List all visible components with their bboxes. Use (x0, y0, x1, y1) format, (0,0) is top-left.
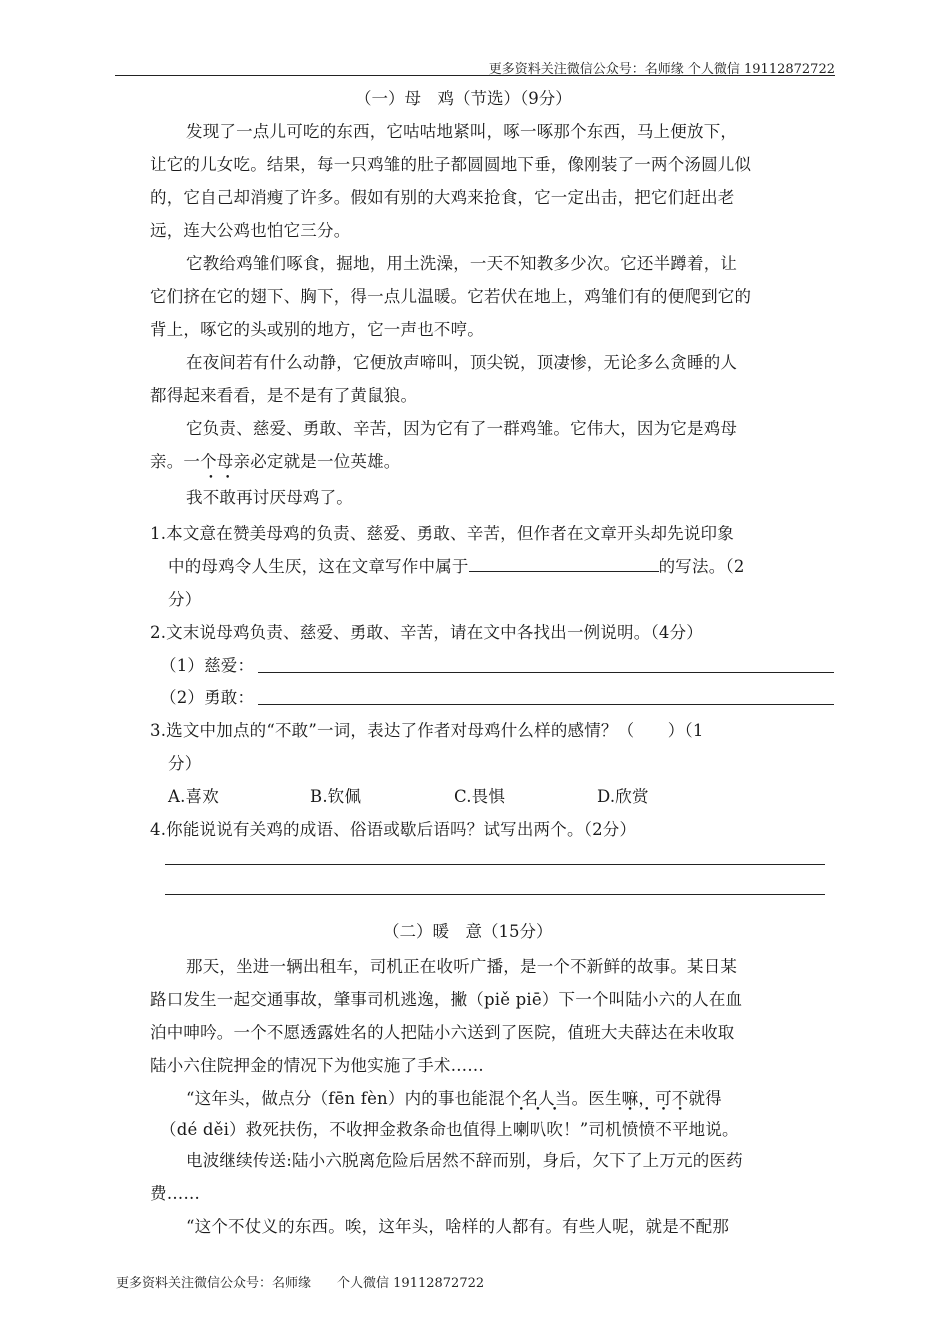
dotted-char: 敢 (219, 488, 237, 507)
s1-line: 的，它自己却消瘦了许多。假如有别的大鸡来抢食，它一定出击，把它们赶出老 (150, 188, 735, 207)
answer-line[interactable] (165, 894, 825, 895)
question-4: 4.你能说说有关鸡的成语、俗语或歇后语吗？试写出两个。（2分） (150, 820, 637, 839)
answer-label-1: （1）慈爱： (160, 656, 255, 675)
text-span: 中的母鸡令人生厌，这在文章写作中属于 (168, 557, 469, 576)
page-header: 更多资料关注微信公众号：名师缘 个人微信 19112872722 (488, 62, 835, 77)
question-3: 3.选文中加点的“不敢”一词，表达了作者对母鸡什么样的感情？（ ）（1 (150, 721, 704, 740)
s2-line: 那天，坐进一辆出租车，司机正在收听广播，是一个不新鲜的故事。某日某 (186, 957, 738, 976)
text-span: 的写法。（2 (658, 557, 745, 576)
text-span: ！”司机 (563, 1120, 622, 1139)
answer-line[interactable] (258, 704, 834, 705)
question-3-line2: 分） (168, 754, 202, 773)
dotted-char: 不 (655, 1120, 672, 1139)
s1-line: 远，连大公鸡也怕它三分。 (150, 221, 351, 240)
s2-line: “这个不仗义的东西。唉，这年头，啥样的人都有。有些人呢，就是不配那 (186, 1217, 730, 1236)
s1-line: 背上，啄它的头或别的地方，它一声也不哼。 (150, 320, 484, 339)
question-1: 1.本文意在赞美母鸡的负责、慈爱、勇敢、辛苦，但作者在文章开头却先说印象 (150, 524, 734, 543)
text-span: 地说。 (688, 1120, 739, 1139)
s1-line: 它们挤在它的翅下、胸下，得一点儿温暖。它若伏在地上，鸡雏们有的便爬到它的 (150, 287, 752, 306)
text-span: 再讨厌母鸡了。 (236, 488, 354, 507)
s1-line: 它负责、慈爱、勇敢、辛苦，因为它有了一群鸡雏。它伟大，因为它是鸡母 (186, 419, 738, 438)
footer-left: 更多资料关注微信公众号：名师缘 (116, 1276, 312, 1291)
option-b[interactable]: B.钦佩 (310, 787, 362, 806)
s2-dotted-line (160, 1120, 739, 1140)
text-span: 我 (186, 488, 203, 507)
dotted-char: 不 (202, 488, 220, 507)
header-rule (115, 75, 835, 76)
s1-line: 发现了一点儿可吃的东西，它咕咕地紧叫，啄一啄那个东西，马上便放下， (186, 122, 738, 141)
question-1-line2 (168, 557, 745, 577)
s2-line: 陆小六住院押金的情况下为他实施了手术…… (150, 1056, 484, 1075)
s2-line: 电波继续传送:陆小六脱离危险后居然不辞而别，身后，欠下了上万元的医药 (186, 1151, 743, 1170)
dotted-char: 叭 (529, 1120, 547, 1139)
s1-line: 让它的儿女吃。结果，每一只鸡雏的肚子都圆圆地下垂，像刚装了一两个汤圆儿似 (150, 155, 752, 174)
dotted-char: 愤 (621, 1120, 639, 1139)
s2-line: 费…… (150, 1184, 201, 1203)
section1-title: （一）母 鸡（节选）（9分） (355, 89, 572, 108)
option-c[interactable]: C.畏惧 (454, 787, 506, 806)
s1-line: 都得起来看看，是不是有了黄鼠狼。 (150, 386, 418, 405)
question-1-line3: 分） (168, 590, 202, 609)
answer-blank[interactable] (469, 557, 659, 572)
answer-line[interactable] (258, 672, 834, 673)
s2-line: 路口发生一起交通事故，肇事司机逃逸，撇（piě piē）下一个叫陆小六的人在血 (150, 990, 743, 1009)
s1-line: 它教给鸡雏们啄食，掘地，用土洗澡，一天不知教多少次。它还半蹲着，让 (186, 254, 738, 273)
answer-label-2: （2）勇敢： (160, 688, 255, 707)
section2-title: （二）暖 意（15分） (383, 922, 553, 941)
text-span: （dé děi）救死扶伤，不收押金救条命也值得上 (160, 1120, 513, 1139)
option-a[interactable]: A.喜欢 (168, 787, 219, 806)
s2-line: “这年头，做点分（fēn fèn）内的事也能混个名人当。医生嘛，可不就得 (186, 1089, 722, 1108)
question-2: 2.文末说母鸡负责、慈爱、勇敢、辛苦，请在文中各找出一例说明。（4分） (150, 623, 703, 642)
s1-last-line (186, 488, 353, 508)
footer-right: 个人微信 19112872722 (337, 1276, 485, 1291)
s2-line: 泊中呻吟。一个不愿透露姓名的人把陆小六送到了医院，值班大夫薛达在未收取 (150, 1023, 735, 1042)
s1-line: 亲。一个母亲必定就是一位英雄。 (150, 452, 401, 471)
dotted-char: 吹 (546, 1120, 564, 1139)
answer-line[interactable] (165, 864, 825, 865)
option-d[interactable]: D.欣赏 (597, 787, 649, 806)
page-footer (116, 1272, 484, 1291)
dotted-char: 喇 (512, 1120, 530, 1139)
dotted-char: 平 (671, 1120, 689, 1139)
s1-line: 在夜间若有什么动静，它便放声啼叫，顶尖锐，顶凄惨，无论多么贪睡的人 (186, 353, 738, 372)
dotted-char: 愤 (638, 1120, 656, 1139)
